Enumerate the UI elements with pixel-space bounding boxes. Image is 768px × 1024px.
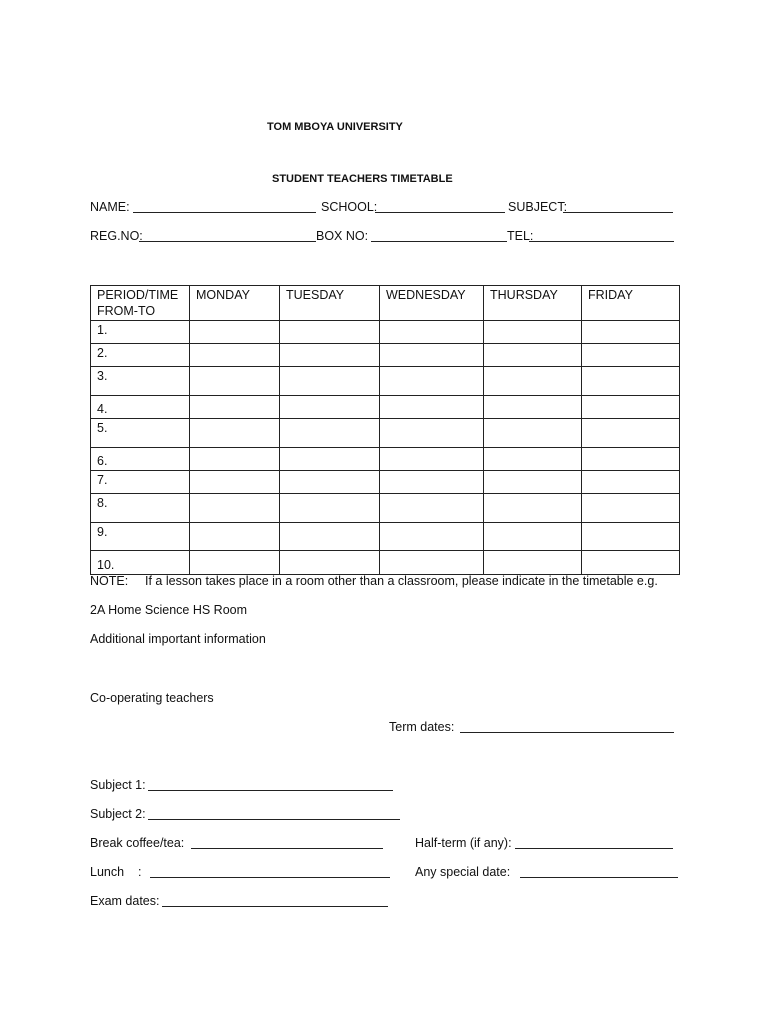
cell[interactable] [484,448,582,471]
cell[interactable] [190,321,280,344]
table-row [91,321,680,344]
cell[interactable] [280,494,380,523]
cell[interactable] [484,523,582,551]
school-field[interactable] [375,200,505,213]
box-no-field[interactable] [371,229,507,242]
note-text: If a lesson takes place in a room other than a classroom, please indicate in the timetable e.g. [145,574,658,588]
cell[interactable] [280,471,380,494]
note-label: NOTE: [90,574,129,588]
period-cell: 5. [91,419,190,448]
col-period: PERIOD/TIME FROM-TO [91,286,190,321]
table-row [91,448,680,471]
cell[interactable] [484,396,582,419]
table-row [91,551,680,575]
period-cell: 3. [91,367,190,396]
reg-no-label: REG.NO: [90,229,143,243]
cell[interactable] [280,367,380,396]
period-cell: 10. [91,551,190,575]
cell[interactable] [190,396,280,419]
name-label: NAME: [90,200,130,214]
cell[interactable] [380,367,484,396]
cell[interactable] [484,494,582,523]
box-no-label: BOX NO: [316,229,369,243]
period-cell: 2. [91,344,190,367]
cell[interactable] [582,523,680,551]
period-cell: 9. [91,523,190,551]
period-cell: 4. [91,396,190,419]
cell[interactable] [582,471,680,494]
lunch-label: Lunch : [90,865,142,879]
table-row [91,494,680,523]
subject1-label: Subject 1: [90,778,146,792]
cell[interactable] [582,321,680,344]
exam-dates-label: Exam dates: [90,894,160,908]
reg-no-field[interactable] [139,229,316,242]
subject2-label: Subject 2: [90,807,146,821]
cooperating-teachers-heading: Co-operating teachers [90,691,214,705]
additional-info-heading: Additional important information [90,632,266,646]
period-cell: 7. [91,471,190,494]
cell[interactable] [280,448,380,471]
table-row [91,344,680,367]
cell[interactable] [484,321,582,344]
cell[interactable] [380,551,484,575]
cell[interactable] [380,471,484,494]
cell[interactable] [582,551,680,575]
cell[interactable] [484,344,582,367]
lunch-field[interactable] [150,865,390,878]
special-date-field[interactable] [520,865,678,878]
cell[interactable] [190,471,280,494]
col-wednesday: WEDNESDAY [380,286,484,321]
half-term-field[interactable] [515,836,673,849]
period-cell: 8. [91,494,190,523]
col-tuesday: TUESDAY [280,286,380,321]
cell[interactable] [280,419,380,448]
school-label: SCHOOL: [321,200,378,214]
term-dates-label: Term dates: [389,720,455,734]
cell[interactable] [582,396,680,419]
name-field[interactable] [133,200,316,213]
subject1-field[interactable] [148,778,393,791]
cell[interactable] [484,419,582,448]
university-name: TOM MBOYA UNIVERSITY [267,121,403,133]
cell[interactable] [484,551,582,575]
table-row [91,471,680,494]
table-row [91,367,680,396]
half-term-label: Half-term (if any): [415,836,512,850]
term-dates-field[interactable] [460,720,674,733]
cell[interactable] [190,551,280,575]
table-row [91,419,680,448]
cell[interactable] [484,367,582,396]
subject2-field[interactable] [148,807,400,820]
cell[interactable] [190,523,280,551]
cell[interactable] [190,367,280,396]
break-label: Break coffee/tea: [90,836,185,850]
tel-label: TEL: [507,229,534,243]
cell[interactable] [582,344,680,367]
cell[interactable] [380,448,484,471]
break-field[interactable] [191,836,383,849]
cell[interactable] [280,321,380,344]
cell[interactable] [380,321,484,344]
special-date-label: Any special date: [415,865,511,879]
subject-label: SUBJECT: [508,200,568,214]
cell[interactable] [280,551,380,575]
cell[interactable] [380,523,484,551]
cell[interactable] [380,344,484,367]
cell[interactable] [380,494,484,523]
table-row [91,396,680,419]
cell[interactable] [380,419,484,448]
col-thursday: THURSDAY [484,286,582,321]
cell[interactable] [380,396,484,419]
period-cell: 6. [91,448,190,471]
cell[interactable] [582,448,680,471]
cell[interactable] [582,419,680,448]
page-title: STUDENT TEACHERS TIMETABLE [272,173,453,185]
cell[interactable] [190,448,280,471]
cell[interactable] [190,494,280,523]
timetable-header-row [91,286,680,321]
note-example: 2A Home Science HS Room [90,603,248,617]
timetable [90,285,680,575]
col-monday: MONDAY [190,286,280,321]
period-cell: 1. [91,321,190,344]
cell[interactable] [280,396,380,419]
cell[interactable] [280,523,380,551]
subject-field[interactable] [563,200,673,213]
cell[interactable] [582,494,680,523]
cell[interactable] [280,344,380,367]
cell[interactable] [190,419,280,448]
tel-field[interactable] [529,229,674,242]
table-row [91,523,680,551]
cell[interactable] [484,471,582,494]
exam-dates-field[interactable] [162,894,388,907]
cell[interactable] [582,367,680,396]
col-friday: FRIDAY [582,286,680,321]
cell[interactable] [190,344,280,367]
